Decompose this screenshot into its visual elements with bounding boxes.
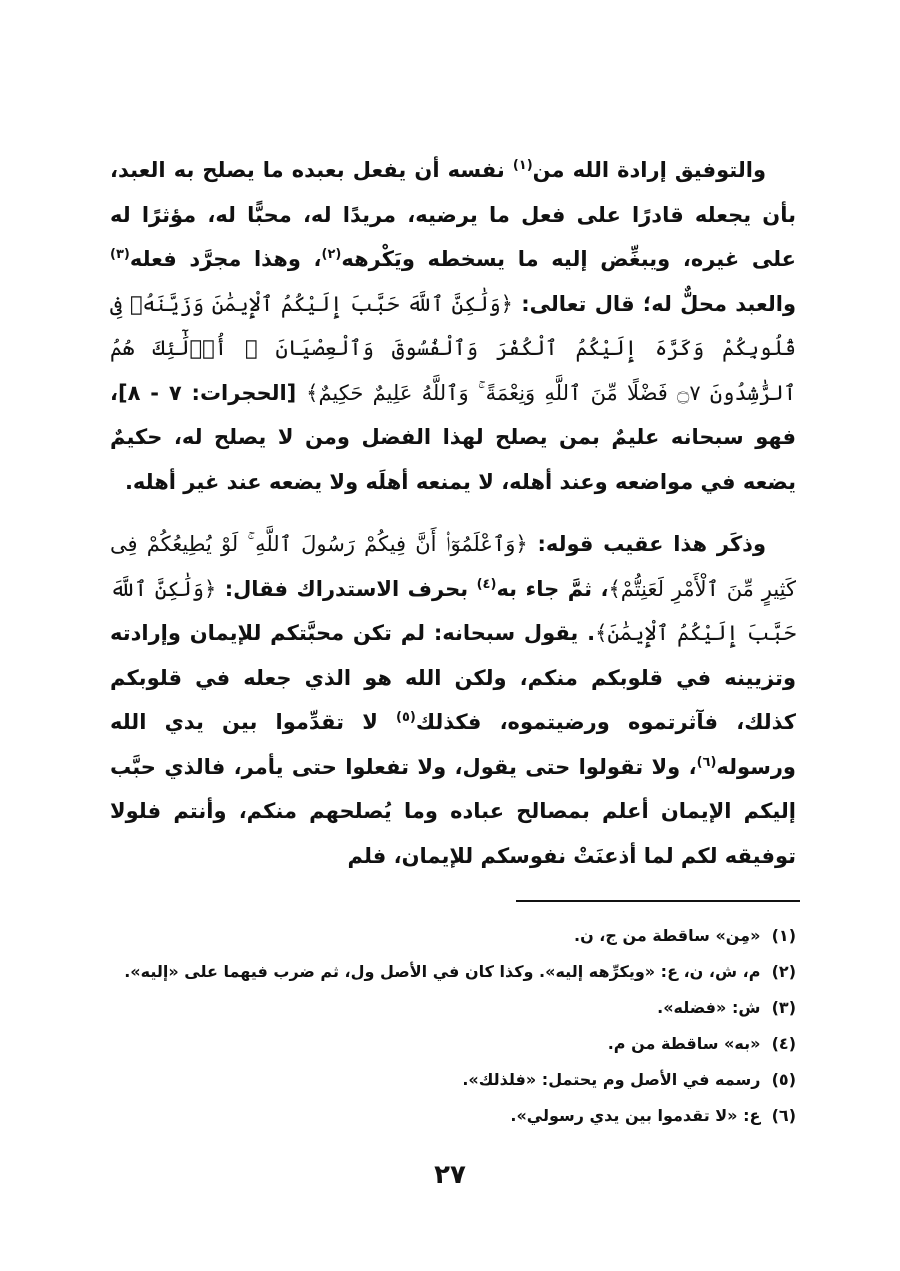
footnote-ref[interactable]: (٥) <box>396 710 416 725</box>
text-run: نفسه أن يفعل بعبده ما يصلح به العبد، بأن يجعله قادرًا على فعل ما يرضيه، مريدًا له، محبًّا له، مؤثرًا له على غيره، ويبغِّض إليه ما يسخطه ويَكْرهه <box>110 158 796 271</box>
page-number: ٢٧ <box>434 1160 466 1190</box>
main-text <box>110 148 796 878</box>
text-run: ، ولا تقولوا حتى يقول، ولا تفعلوا حتى يأمر، فالذي حبَّب إليكم الإيمان أعلم بمصالح عباده وما يُصلحهم منكم، وأنتم فلولا توفيقه لكم لما أذعنَتْ نفوسكم للإيمان، فلم <box>110 754 796 868</box>
text-run: وذكَر هذا عقيب قوله: <box>527 532 767 556</box>
footnote-ref[interactable]: (٣) <box>110 247 130 262</box>
quran-verse: ﴿وَٱعْلَمُوٓا۟ أَنَّ فِيكُمْ رَسُولَ ٱللَّهِ ۚ لَوْ يُطِيعُكُمْ فِى كَثِيرٍ مِّنَ ٱلْأَمْرِ لَعَنِتُّمْ﴾ <box>110 532 796 601</box>
quran-verse: ﴿وَلَٰكِنَّ ٱللَّهَ حَبَّبَ إِلَيْكُمُ ٱلْإِيمَٰنَ وَزَيَّنَهُۥ فِى قُلُوبِكُمْ وَكَرَّهَ إِلَيْكُمُ ٱلْكُفْرَ وَٱلْفُسُوقَ وَٱلْعِصْيَانَ ۚ أُو۟لَٰٓئِكَ هُمُ ٱلرَّٰشِدُونَ ۝٧ فَضْلًا مِّنَ ٱللَّهِ وَنِعْمَةً ۚ وَٱللَّهُ عَلِيمٌ حَكِيمٌ﴾ <box>110 291 797 405</box>
text-run: لا تقدِّموا بين يدي الله ورسوله <box>110 710 796 779</box>
footnote-text: ش: «فضله». <box>657 998 761 1017</box>
paragraph-1 <box>110 148 796 504</box>
footnote-text: رسمه في الأصل وم يحتمل: «فلذلك». <box>462 1070 761 1089</box>
footnote-text: ع: «لا تقدموا بين يدي رسولي». <box>510 1106 761 1125</box>
footnote-item <box>110 918 796 954</box>
footnote-number: (٢) <box>771 962 796 981</box>
footnote-number: (٣) <box>771 998 796 1017</box>
footnote-number: (٦) <box>771 1106 796 1125</box>
text-run: والتوفيق إرادة الله من <box>532 158 767 182</box>
footnote-text: «مِن» ساقطة من ج، ن. <box>574 926 761 945</box>
footnote-ref[interactable]: (١) <box>512 158 533 173</box>
footnote-ref[interactable]: (٤) <box>476 576 497 592</box>
footnote-separator <box>516 900 800 902</box>
footnote-item <box>110 1098 796 1134</box>
footnote-number: (١) <box>771 926 796 945</box>
quran-verse: ﴿وَلَٰكِنَّ ٱللَّهَ حَبَّبَ إِلَيْكُمُ ٱلْإِيمَٰنَ﴾ <box>110 576 796 645</box>
footnote-item <box>110 1026 796 1062</box>
text-run: بحرف الاستدراك فقال: <box>216 576 477 601</box>
footnotes-list <box>110 918 796 1134</box>
footnote-ref[interactable]: (٦) <box>696 754 717 770</box>
footnote-item <box>110 1062 796 1098</box>
footnote-text: «به» ساقطة من م. <box>607 1034 761 1053</box>
footnote-item <box>110 990 796 1026</box>
paragraph-2 <box>110 522 796 878</box>
text-run: [الحجرات: ٧ - ٨]، فهو سبحانه عليمٌ بمن يصلح لهذا الفضل ومن لا يصلح له، حكيمٌ يضعه في مواضعه وعند أهله، لا يمنعه أهلَه ولا يضعه عند غير أهله. <box>110 380 796 494</box>
text-run: ، ثمَّ جاء به <box>496 576 609 601</box>
text-run: . يقول سبحانه: لم تكن محبَّتكم للإيمان وإرادته وتزيينه في قلوبكم منكم، ولكن الله هو الذي جعله في قلوبكم كذلك، فآثرتموه ورضيتموه، فكذلك <box>110 621 796 734</box>
footnote-number: (٤) <box>771 1034 796 1053</box>
footnote-text: م، ش، ن، ع: «ويكرِّهه إليه». وكذا كان في الأصل ول، ثم ضرب فيهما على «إليه». <box>124 962 761 981</box>
footnote-item <box>110 954 796 990</box>
footnote-ref[interactable]: (٢) <box>321 247 342 262</box>
text-run: والعبد محلٌّ له؛ قال تعالى: <box>513 291 796 316</box>
text-run: ، وهذا مجرَّد فعله <box>129 247 322 271</box>
footnote-number: (٥) <box>771 1070 796 1089</box>
